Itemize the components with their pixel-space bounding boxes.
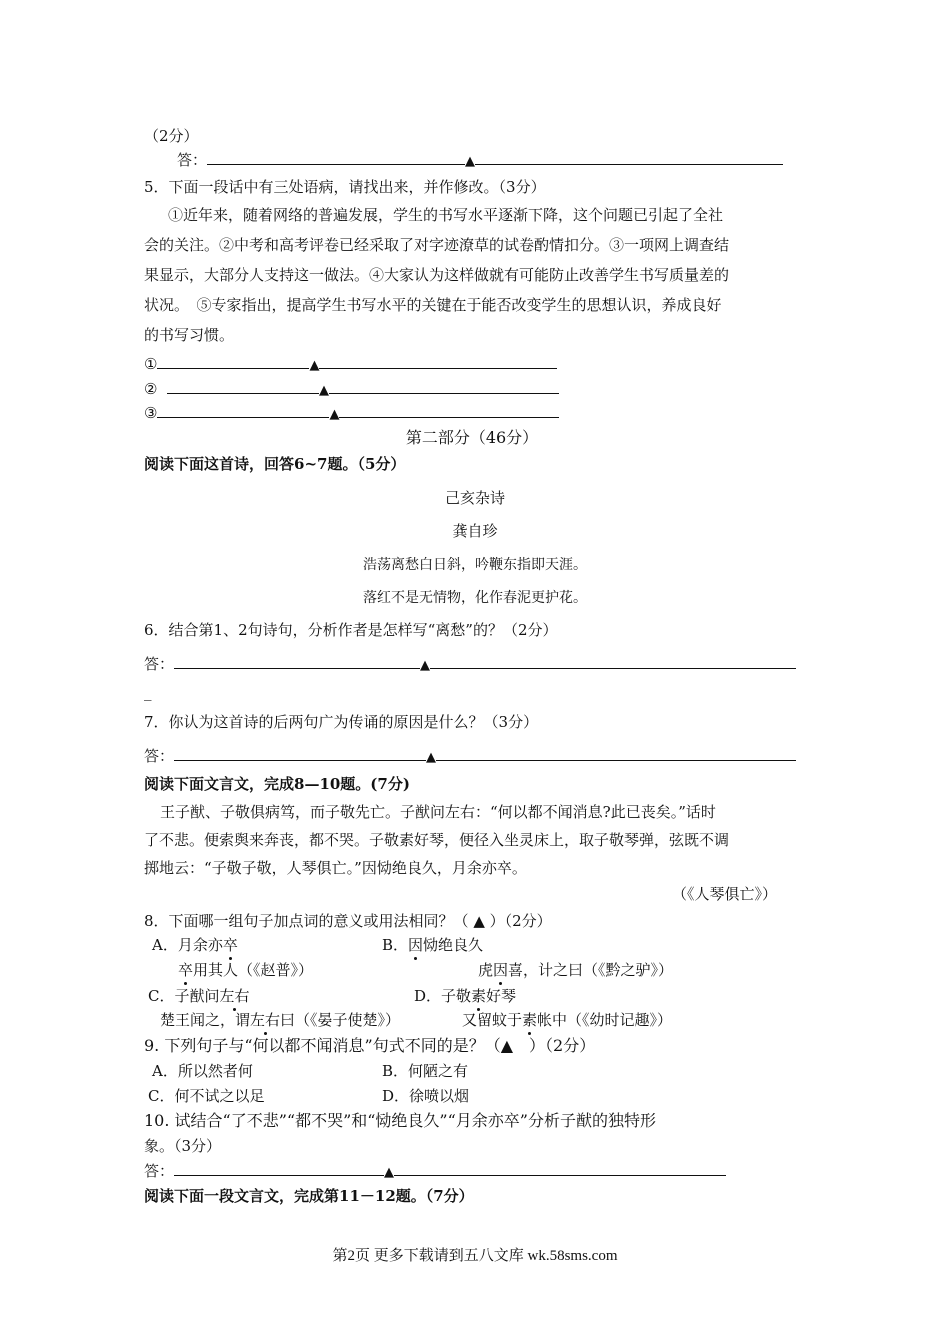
poem-author: 龚自珍 xyxy=(452,522,498,540)
q5-para-line: 果显示，大部分人支持这一做法。④大家认为这样做就有可能防止改善学生书写质量差的 xyxy=(144,266,730,284)
q5-stem: 5．下面一段话中有三处语病，请找出来，并作修改。（3分） xyxy=(144,178,546,196)
q9-stem: 9. 下列句子与“何以都不闻消息”句式不同的是？（▲ ）（2分） xyxy=(144,1036,596,1055)
q6-answer-line xyxy=(144,654,796,676)
q7-stem: 7．你认为这首诗的后两句广为传诵的原因是什么？（3分） xyxy=(144,713,539,731)
q8-option-a2: 卒用其人（《赵普》） xyxy=(178,961,314,979)
poem-line-2: 落红不是无情物，化作春泥更护花。 xyxy=(363,590,587,606)
answer-blank[interactable] xyxy=(174,746,426,761)
q4-answer-line xyxy=(177,150,783,172)
q6-overflow-dash: _ xyxy=(144,683,152,701)
answer-blank[interactable] xyxy=(475,150,783,165)
poem-title: 己亥杂诗 xyxy=(444,489,505,507)
classical-intro: 阅读下面文言文，完成8—10题。(7分) xyxy=(144,775,410,793)
q5-para-line: 的书写习惯。 xyxy=(144,326,235,344)
answer-label: 答： xyxy=(144,747,175,765)
q6-stem: 6．结合第1、2句诗句，分析作者是怎样写“离愁”的？（2分） xyxy=(144,621,558,639)
q8-option-b2: 虎因喜，计之曰（《黔之驴》） xyxy=(478,961,674,979)
answer-blank[interactable] xyxy=(394,1161,726,1176)
answer-blank[interactable] xyxy=(174,1161,384,1176)
answer-blank[interactable] xyxy=(339,403,559,418)
triangle-marker-icon: ▲ xyxy=(309,358,320,373)
q5-blank-3 xyxy=(144,403,559,425)
q8-option-c1: C．子猷问左右 xyxy=(148,987,250,1005)
answer-blank[interactable] xyxy=(207,150,465,165)
answer-blank[interactable] xyxy=(319,354,557,369)
q10-stem-line-1: 10. 试结合“了不悲”“都不哭”和“恸绝良久”“月余亦卒”分析子猷的独特形 xyxy=(144,1111,656,1130)
answer-blank[interactable] xyxy=(157,403,329,418)
q10-answer-line xyxy=(144,1161,726,1183)
answer-label: 答： xyxy=(144,655,175,673)
q8-option-d2: 又留蚊于素帐中（《幼时记趣》） xyxy=(462,1011,673,1029)
poem-intro: 阅读下面这首诗，回答6~7题。（5分） xyxy=(144,455,406,473)
answer-blank[interactable] xyxy=(157,354,309,369)
q8-option-b1: B．因恸绝良久 xyxy=(382,936,484,954)
q5-blank-2 xyxy=(144,379,559,401)
q8-option-d1: D．子敬素好琴 xyxy=(414,987,517,1005)
answer-blank[interactable] xyxy=(430,654,796,669)
answer-blank[interactable] xyxy=(436,746,796,761)
answer-blank[interactable] xyxy=(329,379,559,394)
triangle-marker-icon: ▲ xyxy=(426,750,437,765)
q5-para-line: 状况。 ⑤专家指出，提高学生书写水平的关键在于能否改变学生的思想认识，养成良好 xyxy=(144,296,722,314)
q9-option-c: C．何不试之以足 xyxy=(148,1087,265,1105)
q5-blank-1 xyxy=(144,354,557,376)
circled-number: ② xyxy=(144,380,158,398)
q4-score: （2分） xyxy=(144,127,199,145)
triangle-marker-icon: ▲ xyxy=(420,658,431,673)
circled-number: ③ xyxy=(144,404,158,422)
next-passage-intro: 阅读下面一段文言文，完成第11－12题。（7分） xyxy=(144,1187,474,1205)
q5-para-line: ①近年来，随着网络的普遍发展，学生的书写水平逐渐下降，这个问题已引起了全社 xyxy=(168,206,724,224)
q8-option-a1: A．月余亦卒 xyxy=(152,936,238,954)
q7-answer-line xyxy=(144,746,796,768)
q10-stem-line-2: 象。（3分） xyxy=(144,1137,222,1155)
triangle-marker-icon: ▲ xyxy=(319,383,329,398)
classical-line: 王子猷、子敬俱病笃，而子敬先亡。子猷问左右：“何以都不闻消息?此已丧矣。”话时 xyxy=(160,803,716,821)
q9-option-b: B．何陋之有 xyxy=(382,1062,469,1080)
q9-option-a: A．所以然者何 xyxy=(152,1062,253,1080)
circled-number: ① xyxy=(144,355,158,373)
poem-line-1: 浩荡离愁白日斜，吟鞭东指即天涯。 xyxy=(363,557,587,573)
answer-blank[interactable] xyxy=(167,379,319,394)
page-footer: 第2页 更多下载请到五八文库 wk.58sms.com xyxy=(332,1248,618,1264)
answer-label: 答： xyxy=(144,1162,175,1180)
classical-source: （《人琴俱亡》） xyxy=(672,885,778,903)
classical-line: 了不悲。便索舆来奔丧，都不哭。子敬素好琴，便径入坐灵床上，取子敬琴弹，弦既不调 xyxy=(144,831,730,849)
answer-blank[interactable] xyxy=(174,654,420,669)
triangle-marker-icon: ▲ xyxy=(465,154,476,169)
answer-label: 答： xyxy=(177,151,208,169)
q5-para-line: 会的关注。②中考和高考评卷已经采取了对字迹潦草的试卷酌情扣分。③一项网上调查结 xyxy=(144,236,730,254)
q9-option-d: D．徐喷以烟 xyxy=(382,1087,470,1105)
classical-line: 掷地云：“子敬子敬，人琴俱亡。”因恸绝良久，月余亦卒。 xyxy=(144,859,527,877)
triangle-marker-icon: ▲ xyxy=(329,407,340,422)
triangle-marker-icon: ▲ xyxy=(384,1165,395,1180)
part2-title: 第二部分（46分） xyxy=(405,428,539,447)
q8-option-c2: 楚王闻之，谓左右曰（《晏子使楚》） xyxy=(160,1011,401,1029)
q8-stem: 8．下面哪一组句子加点词的意义或用法相同？（ ▲ ）（2分） xyxy=(144,912,552,930)
